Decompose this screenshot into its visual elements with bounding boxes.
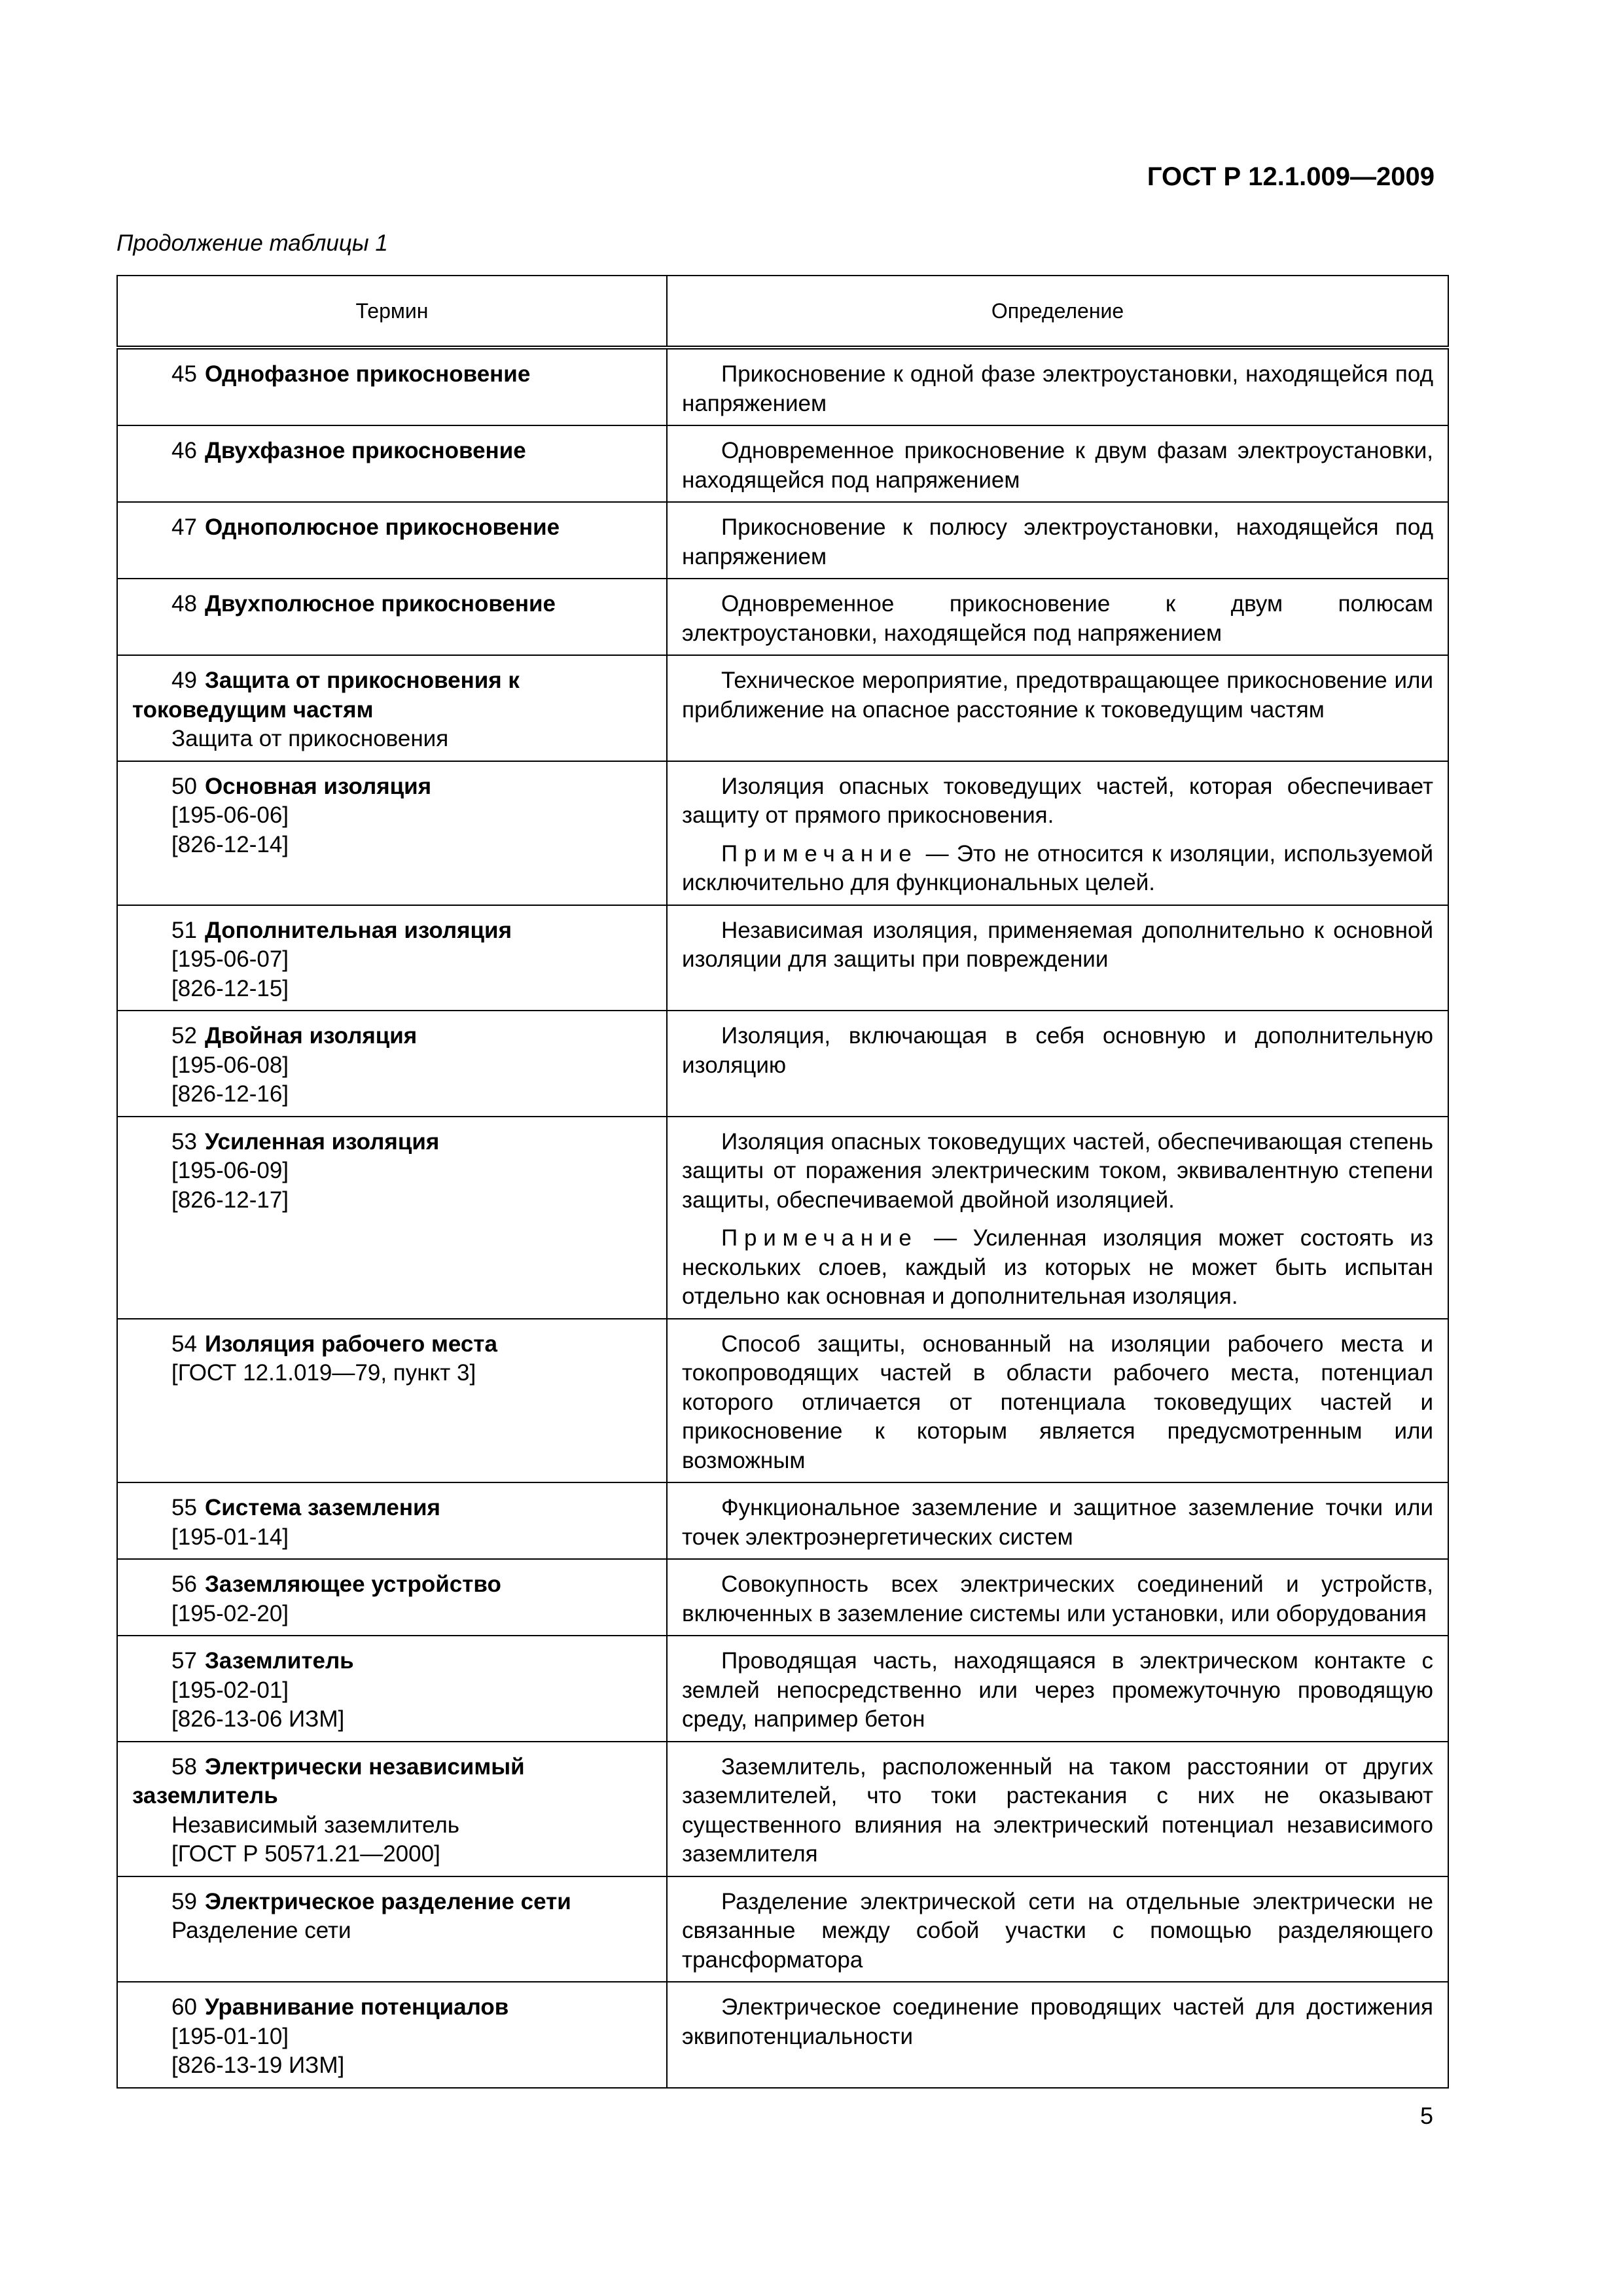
note-label: Примечание [721,840,918,867]
term-name: Защита от прикосновения к токоведущим частям [132,668,520,723]
term-heading [132,666,652,725]
table-row [117,348,1448,425]
term-heading [132,1888,652,1917]
definition-cell [667,1319,1448,1483]
definition-text: Проводящая часть, находящаяся в электрическом контакте с землей непосредственно или через промежуточную проводящую среду, например бетон [682,1648,1433,1732]
definition-cell [667,655,1448,761]
table-row [117,502,1448,579]
term-cell [117,1482,667,1559]
term-cell [117,1117,667,1319]
note-text: — Это не относится к изоляции, используемой исключительно для функциональных целей. [682,840,1433,895]
term-reference: Разделение сети [171,1918,351,1943]
term-cell [117,579,667,655]
term-heading [132,1128,652,1157]
term-reference: [195-06-09] [171,1158,289,1183]
term-number: 53 [171,1128,197,1155]
term-number: 52 [171,1023,197,1049]
definition-text: Независимая изоляция, применяемая дополнительно к основной изоляции для защиты при повреждении [682,917,1433,972]
table-row [117,579,1448,655]
definition-note [682,840,1433,898]
term-heading [132,1022,652,1051]
term-name: Однополюсное прикосновение [204,514,560,540]
table-caption: Продолжение таблицы 1 [116,230,388,256]
term-reference: [ГОСТ 12.1.019—79, пункт 3] [171,1360,476,1386]
definition-text: Прикосновение к одной фазе электроустановки, находящейся под напряжением [682,361,1433,416]
table-body [117,348,1448,2088]
definition-text: Одновременное прикосновение к двум фазам электроустановки, находящейся под напряжением [682,438,1433,493]
table-row [117,1636,1448,1742]
term-cell [117,1319,667,1483]
term-heading [132,360,652,389]
term-name: Двухполюсное прикосновение [204,591,556,617]
term-cell [117,1876,667,1982]
table-row [117,1117,1448,1319]
definition-text: Совокупность всех электрических соединений и устройств, включенных в заземление системы или установки, или оборудования [682,1571,1433,1626]
term-cell [117,502,667,579]
term-number: 58 [171,1753,197,1780]
term-cell [117,761,667,905]
term-name: Уравнивание потенциалов [204,1994,509,2020]
definition-text: Одновременное прикосновение к двум полюсам электроустановки, находящейся под напряжением [682,591,1433,646]
definition-cell [667,1636,1448,1742]
note-label: Примечание [721,1225,918,1251]
term-number: 47 [171,514,197,540]
term-name: Усиленная изоляция [204,1128,440,1155]
term-number: 45 [171,361,197,387]
term-reference: [826-13-06 ИЗМ] [171,1706,345,1732]
term-cell [117,425,667,502]
term-reference: [195-02-01] [171,1677,289,1703]
definition-cell [667,579,1448,655]
table-row [117,655,1448,761]
definition-cell [667,761,1448,905]
term-cell [117,1011,667,1117]
note-text: — Усиленная изоляция может состоять из нескольких слоев, каждый из которых не может быть испытан отдельно как основная и дополнительная изоляция. [682,1225,1433,1309]
term-heading [132,1494,652,1523]
term-name: Заземляющее устройство [204,1571,501,1597]
term-cell [117,1636,667,1742]
document-code: ГОСТ Р 12.1.009—2009 [1147,162,1435,191]
table-row [117,425,1448,502]
column-header-definition: Определение [667,276,1448,348]
definition-text: Изоляция опасных токоведущих частей, которая обеспечивает защиту от прямого прикосновения. [682,773,1433,828]
term-heading [132,437,652,466]
terms-table [116,275,1449,2089]
term-cell [117,655,667,761]
term-cell [117,1742,667,1876]
definition-cell [667,1559,1448,1636]
definition-cell [667,1876,1448,1982]
term-name: Однофазное прикосновение [204,361,531,387]
term-reference: [826-12-17] [171,1187,289,1213]
definition-cell [667,348,1448,425]
table-row [117,761,1448,905]
term-name: Изоляция рабочего места [204,1331,497,1357]
definition-text: Изоляция опасных токоведущих частей, обеспечивающая степень защиты от поражения электрическим током, эквивалентную степени защиты, обеспечиваемой двойной изоляцией. [682,1128,1433,1213]
term-name: Заземлитель [204,1648,354,1674]
term-reference: [195-01-14] [171,1524,289,1550]
term-number: 49 [171,668,197,693]
definition-cell [667,1482,1448,1559]
term-reference: [195-06-08] [171,1052,289,1078]
term-heading [132,916,652,946]
table-row [117,1876,1448,1982]
term-reference: [195-06-07] [171,946,289,972]
table-row [117,1319,1448,1483]
table-row [117,1011,1448,1117]
definition-text: Функциональное заземление и защитное заземление точки или точек электроэнергетических систем [682,1495,1433,1550]
table-row [117,905,1448,1011]
term-number: 48 [171,591,197,617]
term-heading [132,1570,652,1600]
term-heading [132,1753,652,1811]
term-reference: [195-06-06] [171,802,289,828]
definition-cell [667,1117,1448,1319]
term-heading [132,1647,652,1676]
definition-cell [667,1742,1448,1876]
term-cell [117,1559,667,1636]
definition-note [682,1224,1433,1312]
table-row [117,1482,1448,1559]
term-number: 59 [171,1888,197,1914]
term-reference: [ГОСТ Р 50571.21—2000] [171,1841,440,1867]
term-number: 57 [171,1648,197,1674]
definition-text: Разделение электрической сети на отдельные электрически не связанные между собой участки с помощью разделяющего трансформатора [682,1888,1433,1973]
definition-cell [667,905,1448,1011]
definition-text: Заземлитель, расположенный на таком расстоянии от других заземлителей, что токи растекания с них не оказывают существенного влияния на электрический потенциал независимого заземлителя [682,1753,1433,1867]
term-number: 56 [171,1571,197,1597]
term-number: 46 [171,438,197,463]
term-name: Дополнительная изоляция [204,917,512,943]
page-number: 5 [1419,2102,1433,2129]
term-number: 60 [171,1994,197,2020]
term-name: Электрически независимый заземлитель [132,1753,525,1808]
term-number: 55 [171,1495,197,1520]
definition-text: Техническое мероприятие, предотвращающее прикосновение или приближение на опасное расстояние к токоведущим частям [682,668,1433,723]
term-reference: [195-01-10] [171,2023,289,2049]
term-number: 51 [171,917,197,943]
table-header-row [117,276,1448,348]
term-heading [132,772,652,802]
definition-cell [667,425,1448,502]
term-heading [132,513,652,543]
term-heading [132,590,652,619]
term-cell [117,1982,667,2088]
definition-text: Прикосновение к полюсу электроустановки, находящейся под напряжением [682,514,1433,569]
table-row [117,1559,1448,1636]
term-name: Основная изоляция [204,773,432,799]
term-name: Двухфазное прикосновение [204,438,526,463]
term-number: 54 [171,1331,197,1357]
definition-text: Изоляция, включающая в себя основную и дополнительную изоляцию [682,1023,1433,1078]
term-cell [117,905,667,1011]
definition-text: Способ защиты, основанный на изоляции рабочего места и токопроводящих частей в области рабочего места, потенциал которого отличается от потенциала токоведущих частей и прикосновение к которым является предусмотренным или возможным [682,1331,1433,1473]
definition-cell [667,502,1448,579]
term-reference: Независимый заземлитель [171,1812,460,1838]
definition-text: Электрическое соединение проводящих частей для достижения эквипотенциальности [682,1994,1433,2049]
term-reference: [195-02-20] [171,1600,289,1626]
term-reference: [826-12-14] [171,831,289,857]
term-name: Двойная изоляция [204,1023,418,1049]
term-number: 50 [171,773,197,799]
term-name: Система заземления [204,1495,440,1520]
term-reference: [826-12-16] [171,1081,289,1107]
term-reference: Защита от прикосновения [171,726,449,751]
table-row [117,1982,1448,2088]
term-cell [117,348,667,425]
definition-cell [667,1982,1448,2088]
definition-cell [667,1011,1448,1117]
term-heading [132,1993,652,2022]
term-reference: [826-12-15] [171,975,289,1001]
column-header-term: Термин [117,276,667,348]
term-reference: [826-13-19 ИЗМ] [171,2053,345,2078]
term-name: Электрическое разделение сети [204,1888,571,1914]
term-heading [132,1330,652,1359]
table-row [117,1742,1448,1876]
